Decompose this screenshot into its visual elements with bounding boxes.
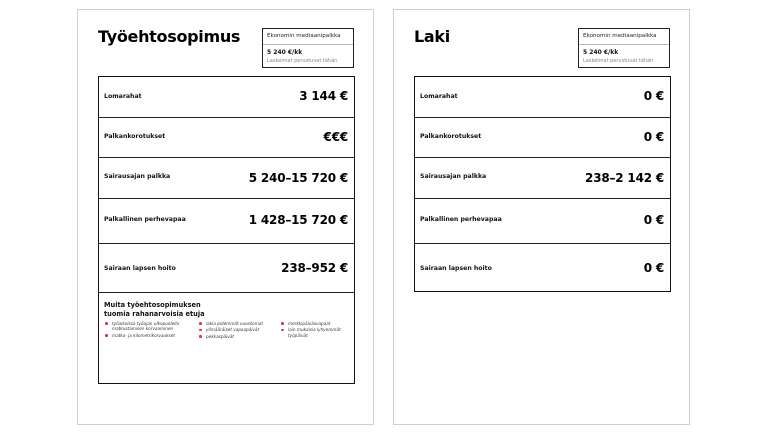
row-value: €€€ bbox=[323, 130, 348, 144]
bullet-icon bbox=[199, 335, 202, 338]
row-value: 238–2 142 € bbox=[585, 171, 664, 185]
row-value: 0 € bbox=[643, 213, 664, 227]
median-salary-box bbox=[262, 28, 354, 68]
table-row-holiday-pay bbox=[415, 77, 670, 118]
row-label: Sairaan lapsen hoito bbox=[104, 265, 176, 272]
list-item: ylimääräiset vapaapäivät bbox=[199, 327, 275, 332]
bullet-icon bbox=[105, 322, 108, 325]
row-label: Palkallinen perhevapaa bbox=[104, 216, 186, 223]
table-row-sick-child-care bbox=[99, 244, 354, 293]
row-label: Lomarahat bbox=[104, 93, 142, 100]
bullet-icon bbox=[199, 322, 202, 325]
row-value: 238–952 € bbox=[281, 261, 348, 275]
list-item: pekkaspäivät bbox=[199, 334, 275, 339]
row-value: 5 240–15 720 € bbox=[248, 171, 348, 185]
row-label: Sairausajan palkka bbox=[420, 173, 487, 180]
row-value: 0 € bbox=[643, 89, 664, 103]
median-salary-divider bbox=[263, 44, 353, 45]
median-salary-note: Laskelmat perustuvat tähän bbox=[583, 58, 654, 64]
table-row-parental-leave bbox=[99, 199, 354, 244]
list-item: työaikoissa työajan ulkopuolella matkustamisen korvaaminen bbox=[105, 321, 193, 332]
median-salary-divider bbox=[579, 44, 669, 45]
median-salary-note: Laskelmat perustuvat tähän bbox=[267, 58, 338, 64]
table-row-sick-pay bbox=[415, 158, 670, 199]
row-label: Palkallinen perhevapaa bbox=[420, 216, 502, 223]
row-label: Lomarahat bbox=[420, 93, 458, 100]
table-row-pay-raises bbox=[415, 118, 670, 158]
other-benefits-section bbox=[99, 293, 354, 383]
row-value: 3 144 € bbox=[299, 89, 348, 103]
median-salary-value: 5 240 €/kk bbox=[267, 49, 303, 56]
median-salary-label: Ekonomin mediaanipalkka bbox=[583, 33, 657, 39]
bullet-icon bbox=[105, 334, 108, 337]
collective-agreement-panel bbox=[77, 9, 374, 425]
benefits-table bbox=[414, 76, 671, 292]
law-panel bbox=[393, 9, 690, 425]
median-salary-value: 5 240 €/kk bbox=[583, 49, 619, 56]
table-row-sick-child-care bbox=[415, 244, 670, 293]
benefits-table bbox=[98, 76, 355, 384]
median-salary-label: Ekonomin mediaanipalkka bbox=[267, 33, 341, 39]
row-value: 1 428–15 720 € bbox=[248, 213, 348, 227]
row-label: Sairausajan palkka bbox=[104, 173, 171, 180]
table-row-holiday-pay bbox=[99, 77, 354, 118]
table-row-sick-pay bbox=[99, 158, 354, 199]
list-item: merkkipäiväsvapaat bbox=[281, 321, 349, 326]
row-label: Palkankorotukset bbox=[104, 133, 166, 140]
list-item: lain mukaisia lyhyemmät työpäivät bbox=[281, 327, 349, 338]
table-row-parental-leave bbox=[415, 199, 670, 244]
row-value: 0 € bbox=[643, 130, 664, 144]
other-benefits-title: Muita työehtosopimuksen tuomia rahanarvoisia etuja bbox=[104, 301, 205, 318]
bullet-icon bbox=[281, 322, 284, 325]
bullet-icon bbox=[199, 329, 202, 332]
list-item: lakia pidemmät vuosilomat bbox=[199, 321, 275, 326]
row-label: Palkankorotukset bbox=[420, 133, 482, 140]
median-salary-box bbox=[578, 28, 670, 68]
benefits-list-col-3 bbox=[281, 321, 349, 339]
benefits-list-col-1 bbox=[105, 321, 193, 339]
panel-title: Työehtosopimus bbox=[98, 27, 241, 46]
table-row-pay-raises bbox=[99, 118, 354, 158]
panel-title: Laki bbox=[414, 27, 450, 46]
benefits-list-col-2 bbox=[199, 321, 275, 340]
row-value: 0 € bbox=[643, 261, 664, 275]
list-item: matka- ja kilometrikorvaukset bbox=[105, 333, 193, 338]
row-label: Sairaan lapsen hoito bbox=[420, 265, 492, 272]
bullet-icon bbox=[281, 329, 284, 332]
